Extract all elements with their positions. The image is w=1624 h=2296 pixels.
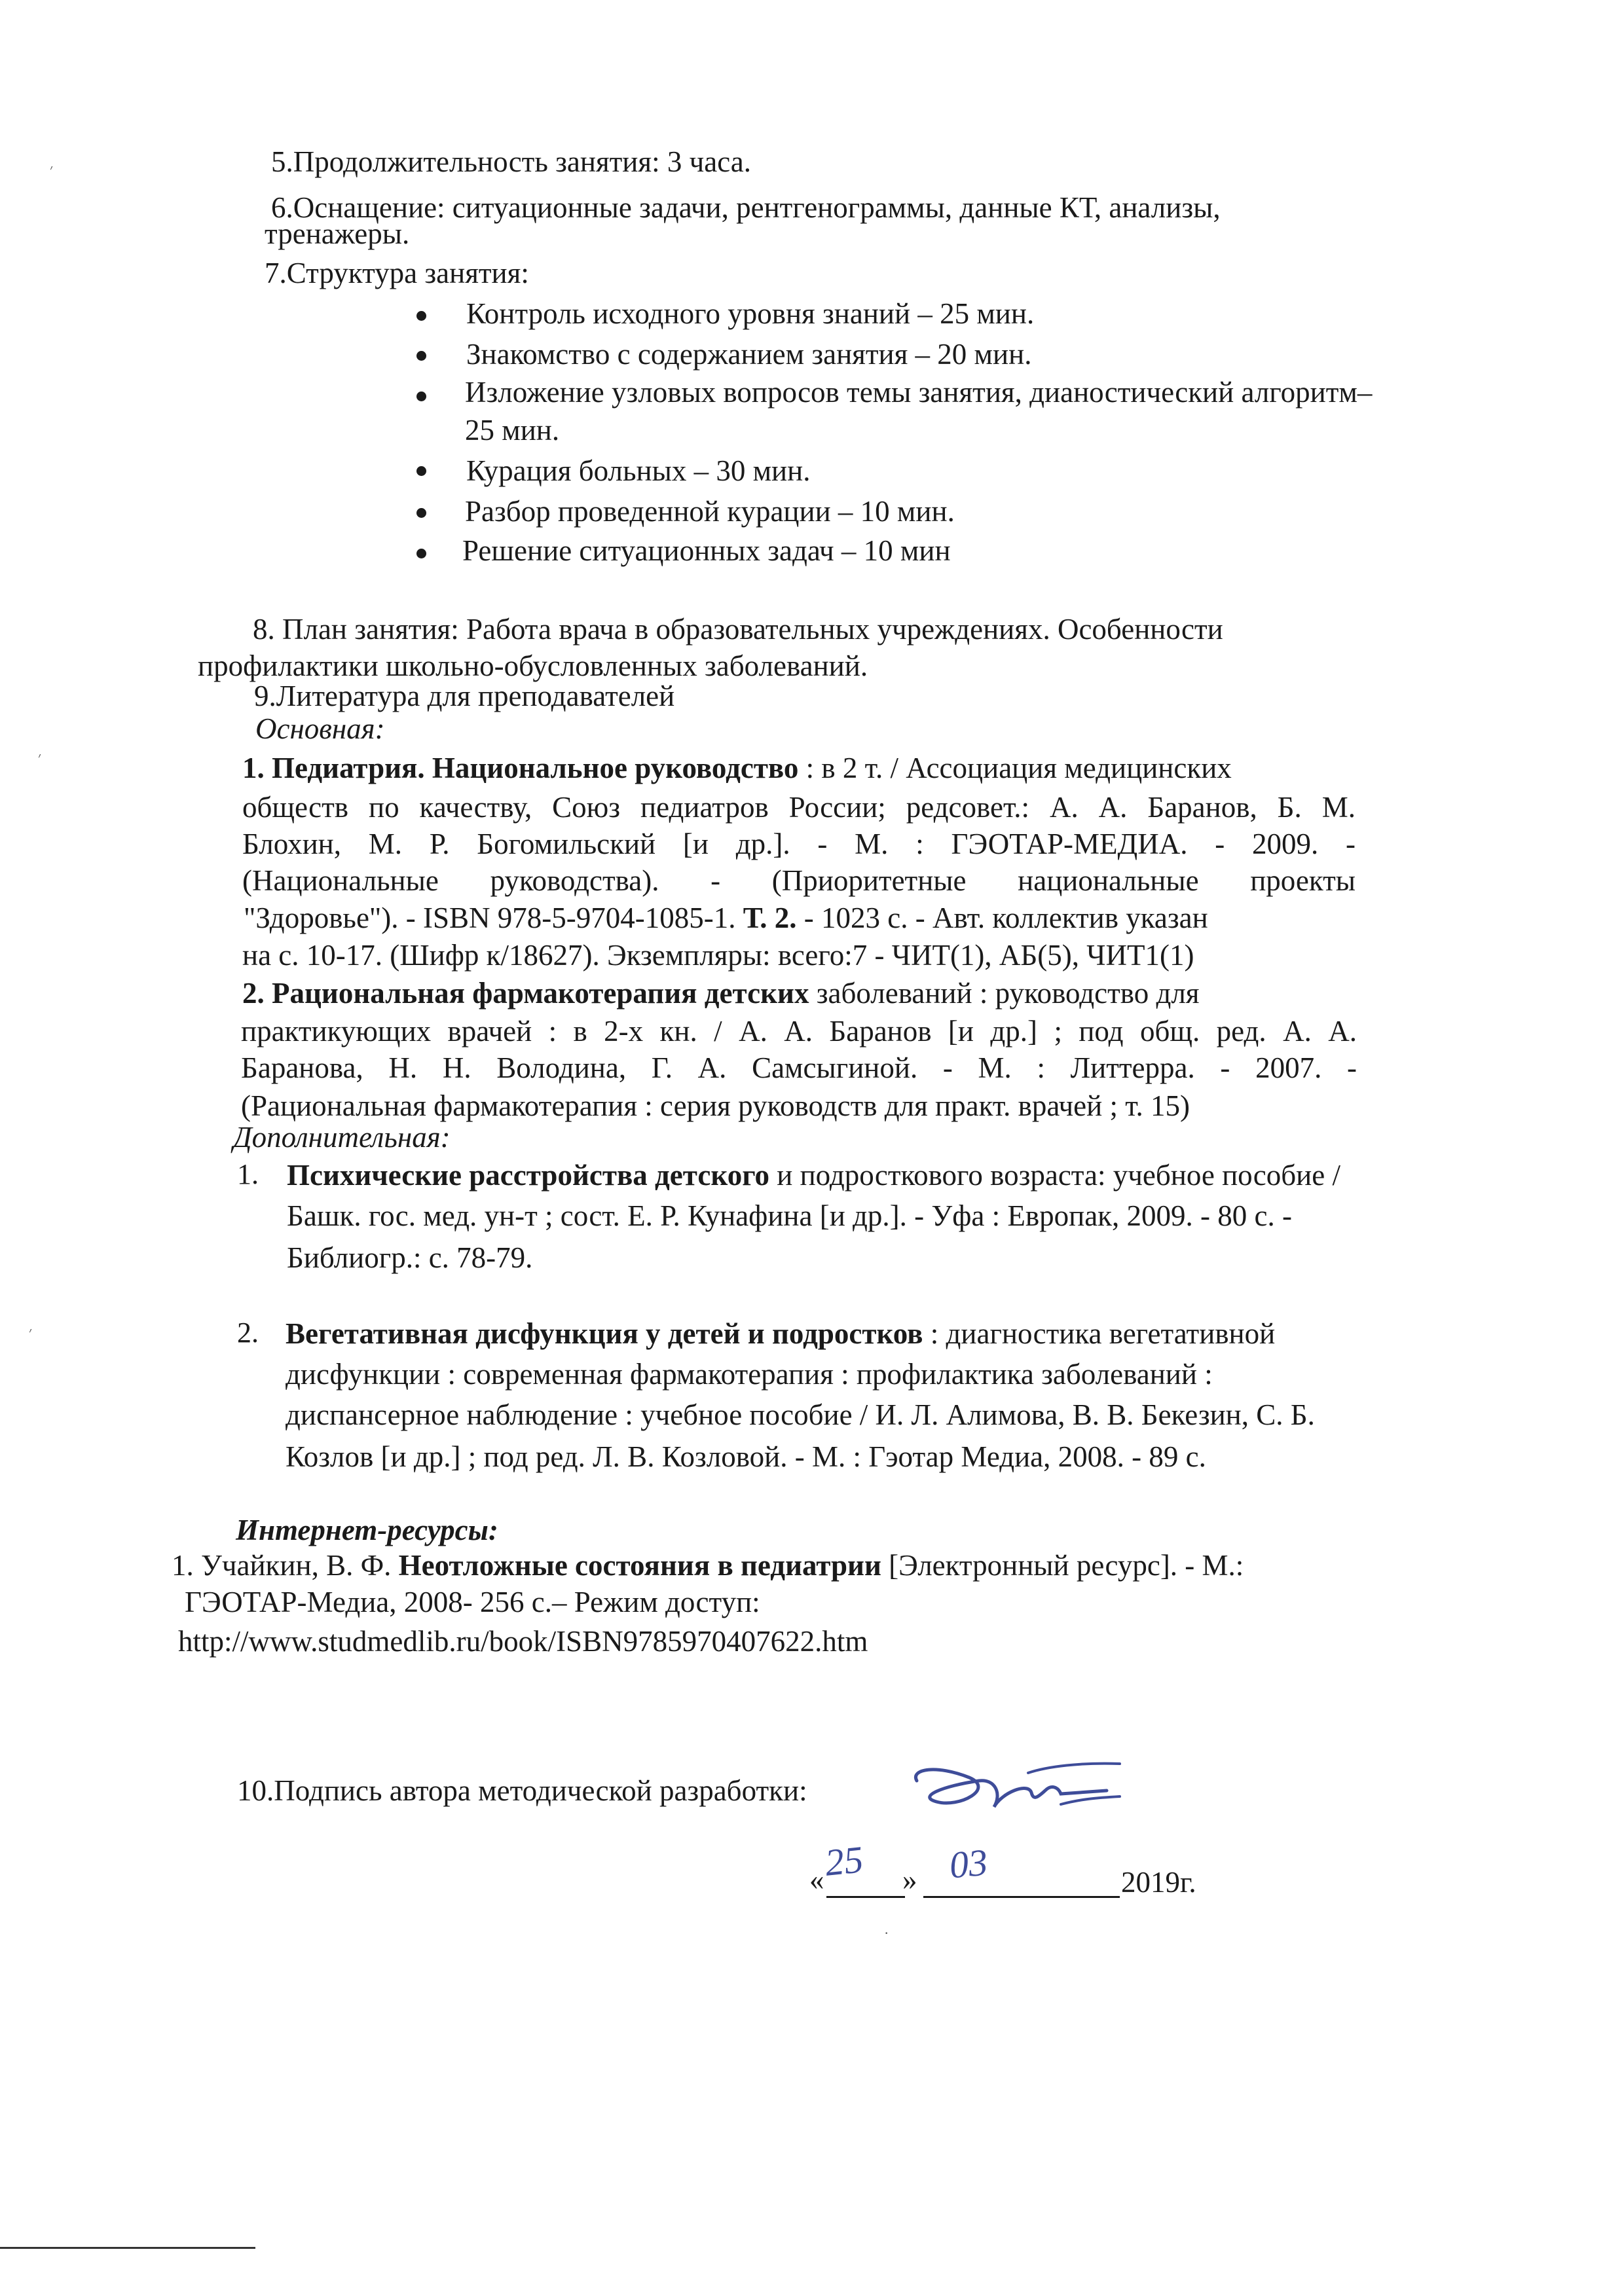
margin-mark: ׳: [38, 749, 42, 765]
margin-mark: ׳: [50, 161, 54, 177]
list-item: Разбор проведенной курации – 10 мин.: [465, 495, 955, 528]
reference-title: 2. Рациональная фармакотерапия детских: [242, 977, 809, 1010]
reference-line: Психические расстройства детского и подросткового возраста: учебное пособие /: [287, 1159, 1340, 1192]
list-number: 2.: [237, 1317, 259, 1349]
reference-title: Неотложные состояния в педиатрии: [398, 1549, 881, 1582]
margin-mark: ׳: [29, 1324, 33, 1340]
list-item: Курация больных – 30 мин.: [466, 454, 811, 487]
reference-title: Психические расстройства детского: [287, 1159, 770, 1192]
internet-reference-line: ГЭОТАР-Медиа, 2008- 256 с.– Режим доступ:: [185, 1586, 760, 1618]
reference-line: дисфункции : современная фармакотерапия : профилактика заболеваний :: [286, 1358, 1213, 1391]
bullet-icon: [416, 392, 426, 401]
list-item: Решение ситуационных задач – 10 мин: [462, 534, 951, 567]
bullet-icon: [416, 351, 426, 361]
date-month: 03: [948, 1840, 989, 1887]
reference-line: практикующих врачей : в 2-х кн. / А. А. Баранов [и др.] ; под общ. ред. А. А.: [241, 1015, 1357, 1048]
reference-line: Вегетативная дисфункция у детей и подростков : диагностика вегетативной: [286, 1317, 1276, 1350]
date-close-quote: »: [902, 1863, 917, 1896]
main-literature-label: Основная:: [255, 712, 385, 745]
bullet-icon: [416, 549, 426, 558]
bullet-icon: [416, 466, 426, 476]
duration-line: 5.Продолжительность занятия: 3 часа.: [271, 145, 751, 178]
reference-line: "Здоровье"). - ISBN 978-5-9704-1085-1. Т. 2. - 1023 с. - Авт. коллектив указан: [244, 902, 1208, 934]
day-underline: [826, 1896, 905, 1898]
date-open-quote: «: [809, 1863, 824, 1896]
reference-line: Башк. гос. мед. ун-т ; сост. Е. Р. Кунафина [и др.]. - Уфа : Европак, 2009. - 80 с. -: [287, 1199, 1292, 1232]
internet-resources-title: Интернет-ресурсы:: [236, 1514, 498, 1546]
page-dot: ·: [884, 1925, 889, 1941]
bullet-icon: [416, 508, 426, 518]
structure-title: 7.Структура занятия:: [265, 257, 529, 289]
bullet-icon: [416, 311, 426, 321]
extra-literature-label: Дополнительная:: [233, 1121, 451, 1154]
date-day: 25: [822, 1838, 866, 1884]
reference-line: 2. Рациональная фармакотерапия детских заболеваний : руководство для: [242, 977, 1200, 1010]
list-item: Контроль исходного уровня знаний – 25 мин.: [466, 297, 1035, 330]
list-item: Знакомство с содержанием занятия – 20 мин.: [466, 338, 1032, 371]
reference-line: Козлов [и др.] ; под ред. Л. В. Козловой. - М. : Гэотар Медиа, 2008. - 89 с.: [286, 1440, 1206, 1473]
equipment-line-cont: тренажеры.: [265, 217, 410, 250]
author-signature: [897, 1755, 1146, 1827]
reference-line: Блохин, М. Р. Богомильский [и др.]. - М. : ГЭОТАР-МЕДИА. - 2009. -: [242, 828, 1356, 860]
bottom-rule: [0, 2247, 255, 2249]
list-item: Изложение узловых вопросов темы занятия, дианостический алгоритм–: [465, 376, 1373, 409]
plan-line-cont: профилактики школьно-обусловленных заболеваний.: [198, 649, 868, 682]
reference-line: на с. 10-17. (Шифр к/18627). Экземпляры: всего:7 - ЧИТ(1), АБ(5), ЧИТ1(1): [242, 939, 1194, 972]
internet-reference-line: 1. Учайкин, В. Ф. Неотложные состояния в педиатрии [Электронный ресурс]. - М.:: [172, 1549, 1244, 1582]
reference-line: (Рациональная фармакотерапия : серия руководств для практ. врачей ; т. 15): [241, 1089, 1190, 1122]
literature-title: 9.Литература для преподавателей: [254, 680, 675, 712]
list-item-cont: 25 мин.: [465, 414, 560, 446]
plan-line: 8. План занятия: Работа врача в образовательных учреждениях. Особенности: [253, 613, 1223, 646]
reference-title: Вегетативная дисфункция у детей и подростков: [286, 1317, 923, 1350]
reference-line: обществ по качеству, Союз педиатров России; редсовет.: А. А. Баранов, Б. М.: [242, 791, 1356, 824]
date-year: 2019г.: [1121, 1866, 1196, 1899]
url-link[interactable]: http://www.studmedlib.ru/book/ISBN9785970407622.htm: [178, 1625, 868, 1658]
reference-line: Библиогр.: с. 78-79.: [287, 1241, 533, 1274]
list-number: 1.: [237, 1158, 259, 1190]
signature-label: 10.Подпись автора методической разработки:: [237, 1774, 807, 1807]
reference-line: Баранова, Н. Н. Володина, Г. А. Самсыгиной. - М. : Литтерра. - 2007. -: [241, 1051, 1357, 1084]
equipment-line: 6.Оснащение: ситуационные задачи, рентгенограммы, данные КТ, анализы,: [271, 191, 1221, 224]
reference-line: диспансерное наблюдение : учебное пособие / И. Л. Алимова, В. В. Бекезин, С. Б.: [286, 1398, 1315, 1431]
reference-line: (Национальные руководства). - (Приоритетные национальные проекты: [242, 864, 1356, 897]
reference-title: 1. Педиатрия. Национальное руководство: [242, 752, 799, 784]
month-underline: [923, 1896, 1120, 1898]
reference-line: 1. Педиатрия. Национальное руководство : в 2 т. / Ассоциация медицинских: [242, 752, 1232, 784]
